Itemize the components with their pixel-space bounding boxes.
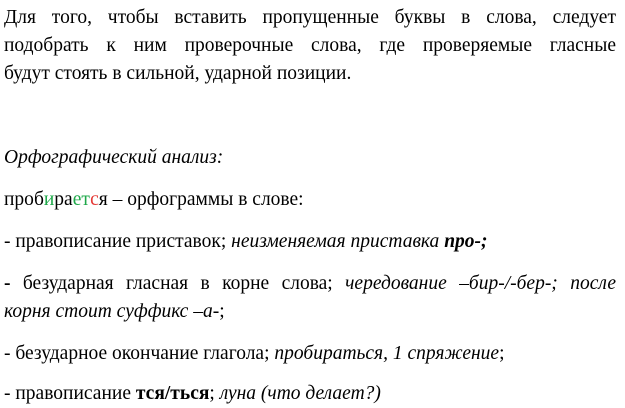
item-3-italic: пробираться, 1 спряжение (274, 343, 500, 364)
word-part-pro: про (4, 189, 34, 210)
item-prefix-rule (4, 230, 488, 254)
item-1-bold: про-; (444, 231, 488, 252)
intro-line-1: Для того, чтобы вставить пропущенные буквы в слова, следует (4, 7, 616, 28)
item-4-text: - правописание (4, 383, 136, 404)
item-4-italic: луна (что делает?) (219, 383, 381, 404)
item-3-text: - безударное окончание глагола; (4, 343, 275, 364)
item-4-mid: ; (209, 383, 220, 404)
item-4-bold: тся/ться (135, 383, 210, 404)
item-1-italic: неизменяемая приставка (231, 231, 445, 252)
item-2-end: ; (219, 301, 225, 322)
word-part-ra: ра (54, 189, 73, 210)
item-root-vowel-line-1 (4, 272, 616, 296)
item-tsya-rule (4, 382, 381, 406)
intro-line-2: подобрать к ним проверочные слова, где проверяемые гласные (4, 35, 616, 56)
word-part-ending-et: ет (72, 189, 91, 210)
word-part-vowel-i: и (43, 189, 55, 210)
word-part-ya: я (98, 189, 108, 210)
word-part-b: б (33, 189, 44, 210)
analysis-title: Орфографический анализ: (4, 147, 224, 168)
item-root-vowel-line-2 (4, 300, 225, 324)
word-line-suffix-text: – орфограммы в слове: (107, 189, 304, 210)
item-1-text: - правописание приставок; (4, 231, 232, 252)
item-2-text: безударная гласная в корне слова; (10, 273, 346, 294)
intro-line-3: будут стоять в сильной, ударной позиции. (4, 63, 352, 84)
word-part-s: с (90, 189, 99, 210)
item-2-dash: - (4, 273, 11, 294)
item-2-italic-a: чередование –бир-/-бер-; после (345, 273, 616, 294)
item-verb-ending (4, 342, 505, 366)
item-3-end: ; (499, 343, 505, 364)
word-line (4, 188, 304, 212)
item-2-italic-b: корня стоит суффикс –а- (4, 301, 220, 322)
